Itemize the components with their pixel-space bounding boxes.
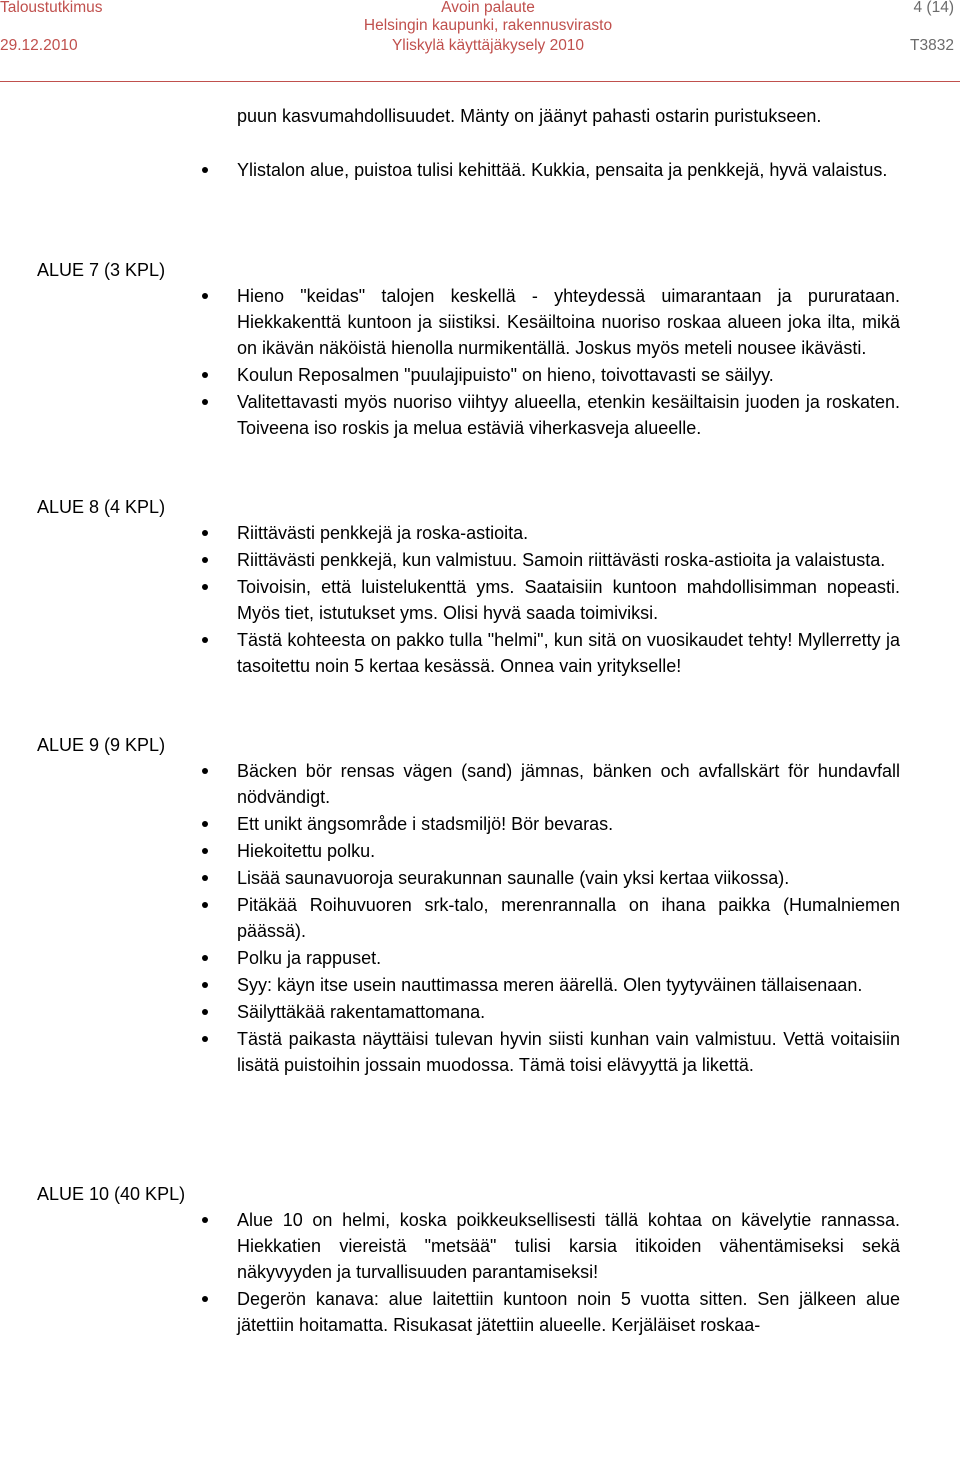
bullet-icon — [202, 372, 208, 378]
continuation-bullets — [237, 157, 900, 184]
bullet-icon — [202, 637, 208, 643]
bullet-icon — [202, 293, 208, 299]
bullet-icon — [202, 902, 208, 908]
list-item: Hieno "keidas" talojen keskellä - yhteydessä uimarantaan ja pururataan. Hiekkakenttä kuntoon ja siistiksi. Kesäiltoina nuoriso roskaa alueen joka ilta, mikä on ikävän näköistä hienolla nurmikentällä. Joskus myös meteli nousee ikävästi. — [237, 283, 900, 361]
header-company: Taloustutkimus — [0, 0, 103, 16]
list-item: Ett unikt ängsområde i stadsmiljö! Bör bevaras. — [237, 811, 900, 837]
header-title: Avoin palaute — [441, 0, 535, 16]
section-list-alue-9 — [237, 758, 900, 1079]
list-item: Hiekoitettu polku. — [237, 838, 900, 864]
bullet-icon — [202, 167, 208, 173]
list-item: Degerön kanava: alue laitettiin kuntoon noin 5 vuotta sitten. Sen jälkeen alue jätettiin hoitamatta. Risukasat jätettiin alueelle. Kerjäläiset roskaa- — [237, 1286, 900, 1338]
bullet-icon — [202, 1217, 208, 1223]
bullet-icon — [202, 530, 208, 536]
list-item: Koulun Reposalmen "puulajipuisto" on hieno, toivottavasti se säilyy. — [237, 362, 900, 388]
section-list-alue-7 — [237, 283, 900, 442]
list-item: Tästä kohteesta on pakko tulla "helmi", kun sitä on vuosikaudet tehty! Myllerretty ja tasoitettu noin 5 kertaa kesässä. Onnea vain yritykselle! — [237, 627, 900, 679]
list-item: Bäcken bör rensas vägen (sand) jämnas, bänken och avfallskärt för hundavfall nödvändigt. — [237, 758, 900, 810]
list-item: Tästä paikasta näyttäisi tulevan hyvin siisti kunhan vain valmistuu. Vettä voitaisiin lisätä puistoihin jossain muodossa. Tämä toisi elävyyttä ja likettä. — [237, 1026, 900, 1078]
list-item: Lisää saunavuoroja seurakunnan saunalle (vain yksi kertaa viikossa). — [237, 865, 900, 891]
header-client: Helsingin kaupunki, rakennusvirasto — [363, 17, 613, 34]
list-item: Säilyttäkää rakentamattomana. — [237, 999, 900, 1025]
list-item: Polku ja rappuset. — [237, 945, 900, 971]
bullet-icon — [202, 955, 208, 961]
continuation-text: puun kasvumahdollisuudet. Mänty on jäänyt pahasti ostarin puristukseen. — [237, 106, 822, 126]
bullet-icon — [202, 768, 208, 774]
bullet-icon — [202, 1296, 208, 1302]
header-code: T3832 — [910, 37, 954, 54]
bullet-icon — [202, 584, 208, 590]
list-item: Toivoisin, että luistelukenttä yms. Saataisiin kuntoon mahdollisimman nopeasti. Myös tiet, istutukset yms. Olisi hyvä saada toimiviksi. — [237, 574, 900, 626]
section-list-alue-10 — [237, 1207, 900, 1339]
continuation-list — [237, 103, 900, 129]
list-item: Syy: käyn itse usein nauttimassa meren äärellä. Olen tyytyväinen tällaisenaan. — [237, 972, 900, 998]
list-item: Riittävästi penkkejä, kun valmistuu. Samoin riittävästi roska-astioita ja valaistusta. — [237, 547, 900, 573]
list-item: Ylistalon alue, puistoa tulisi kehittää. Kukkia, pensaita ja penkkejä, hyvä valaistus. — [237, 157, 900, 183]
section-label-alue-7: ALUE 7 (3 KPL) — [37, 260, 166, 280]
list-item: Alue 10 on helmi, koska poikkeuksellisesti tällä kohtaa on kävelytie rannassa. Hiekkatien viereistä "metsää" tulisi karsia itikoiden vähentämiseksi sekä näkyvyyden ja turvallisuuden parantamiseksi! — [237, 1207, 900, 1285]
bullet-icon — [202, 1009, 208, 1015]
bullet-icon — [202, 557, 208, 563]
bullet-icon — [202, 1036, 208, 1042]
section-label-alue-8: ALUE 8 (4 KPL) — [37, 497, 166, 517]
header-page-number: 4 (14) — [913, 0, 954, 16]
header-divider — [0, 81, 960, 82]
bullet-icon — [202, 848, 208, 854]
header-date: 29.12.2010 — [0, 37, 78, 54]
header-survey: Yliskylä käyttäjäkysely 2010 — [391, 37, 585, 54]
bullet-icon — [202, 399, 208, 405]
list-item: Riittävästi penkkejä ja roska-astioita. — [237, 520, 900, 546]
list-item: Pitäkää Roihuvuoren srk-talo, merenrannalla on ihana paikka (Humalniemen päässä). — [237, 892, 900, 944]
section-label-alue-10: ALUE 10 (40 KPL) — [37, 1184, 186, 1204]
bullet-icon — [202, 875, 208, 881]
list-item: Valitettavasti myös nuoriso viihtyy alueella, etenkin kesäiltaisin juoden ja roskaten. Toiveena iso roskis ja melua estäviä viherkasveja alueelle. — [237, 389, 900, 441]
section-label-alue-9: ALUE 9 (9 KPL) — [37, 735, 166, 755]
bullet-icon — [202, 982, 208, 988]
section-list-alue-8 — [237, 520, 900, 680]
bullet-icon — [202, 821, 208, 827]
